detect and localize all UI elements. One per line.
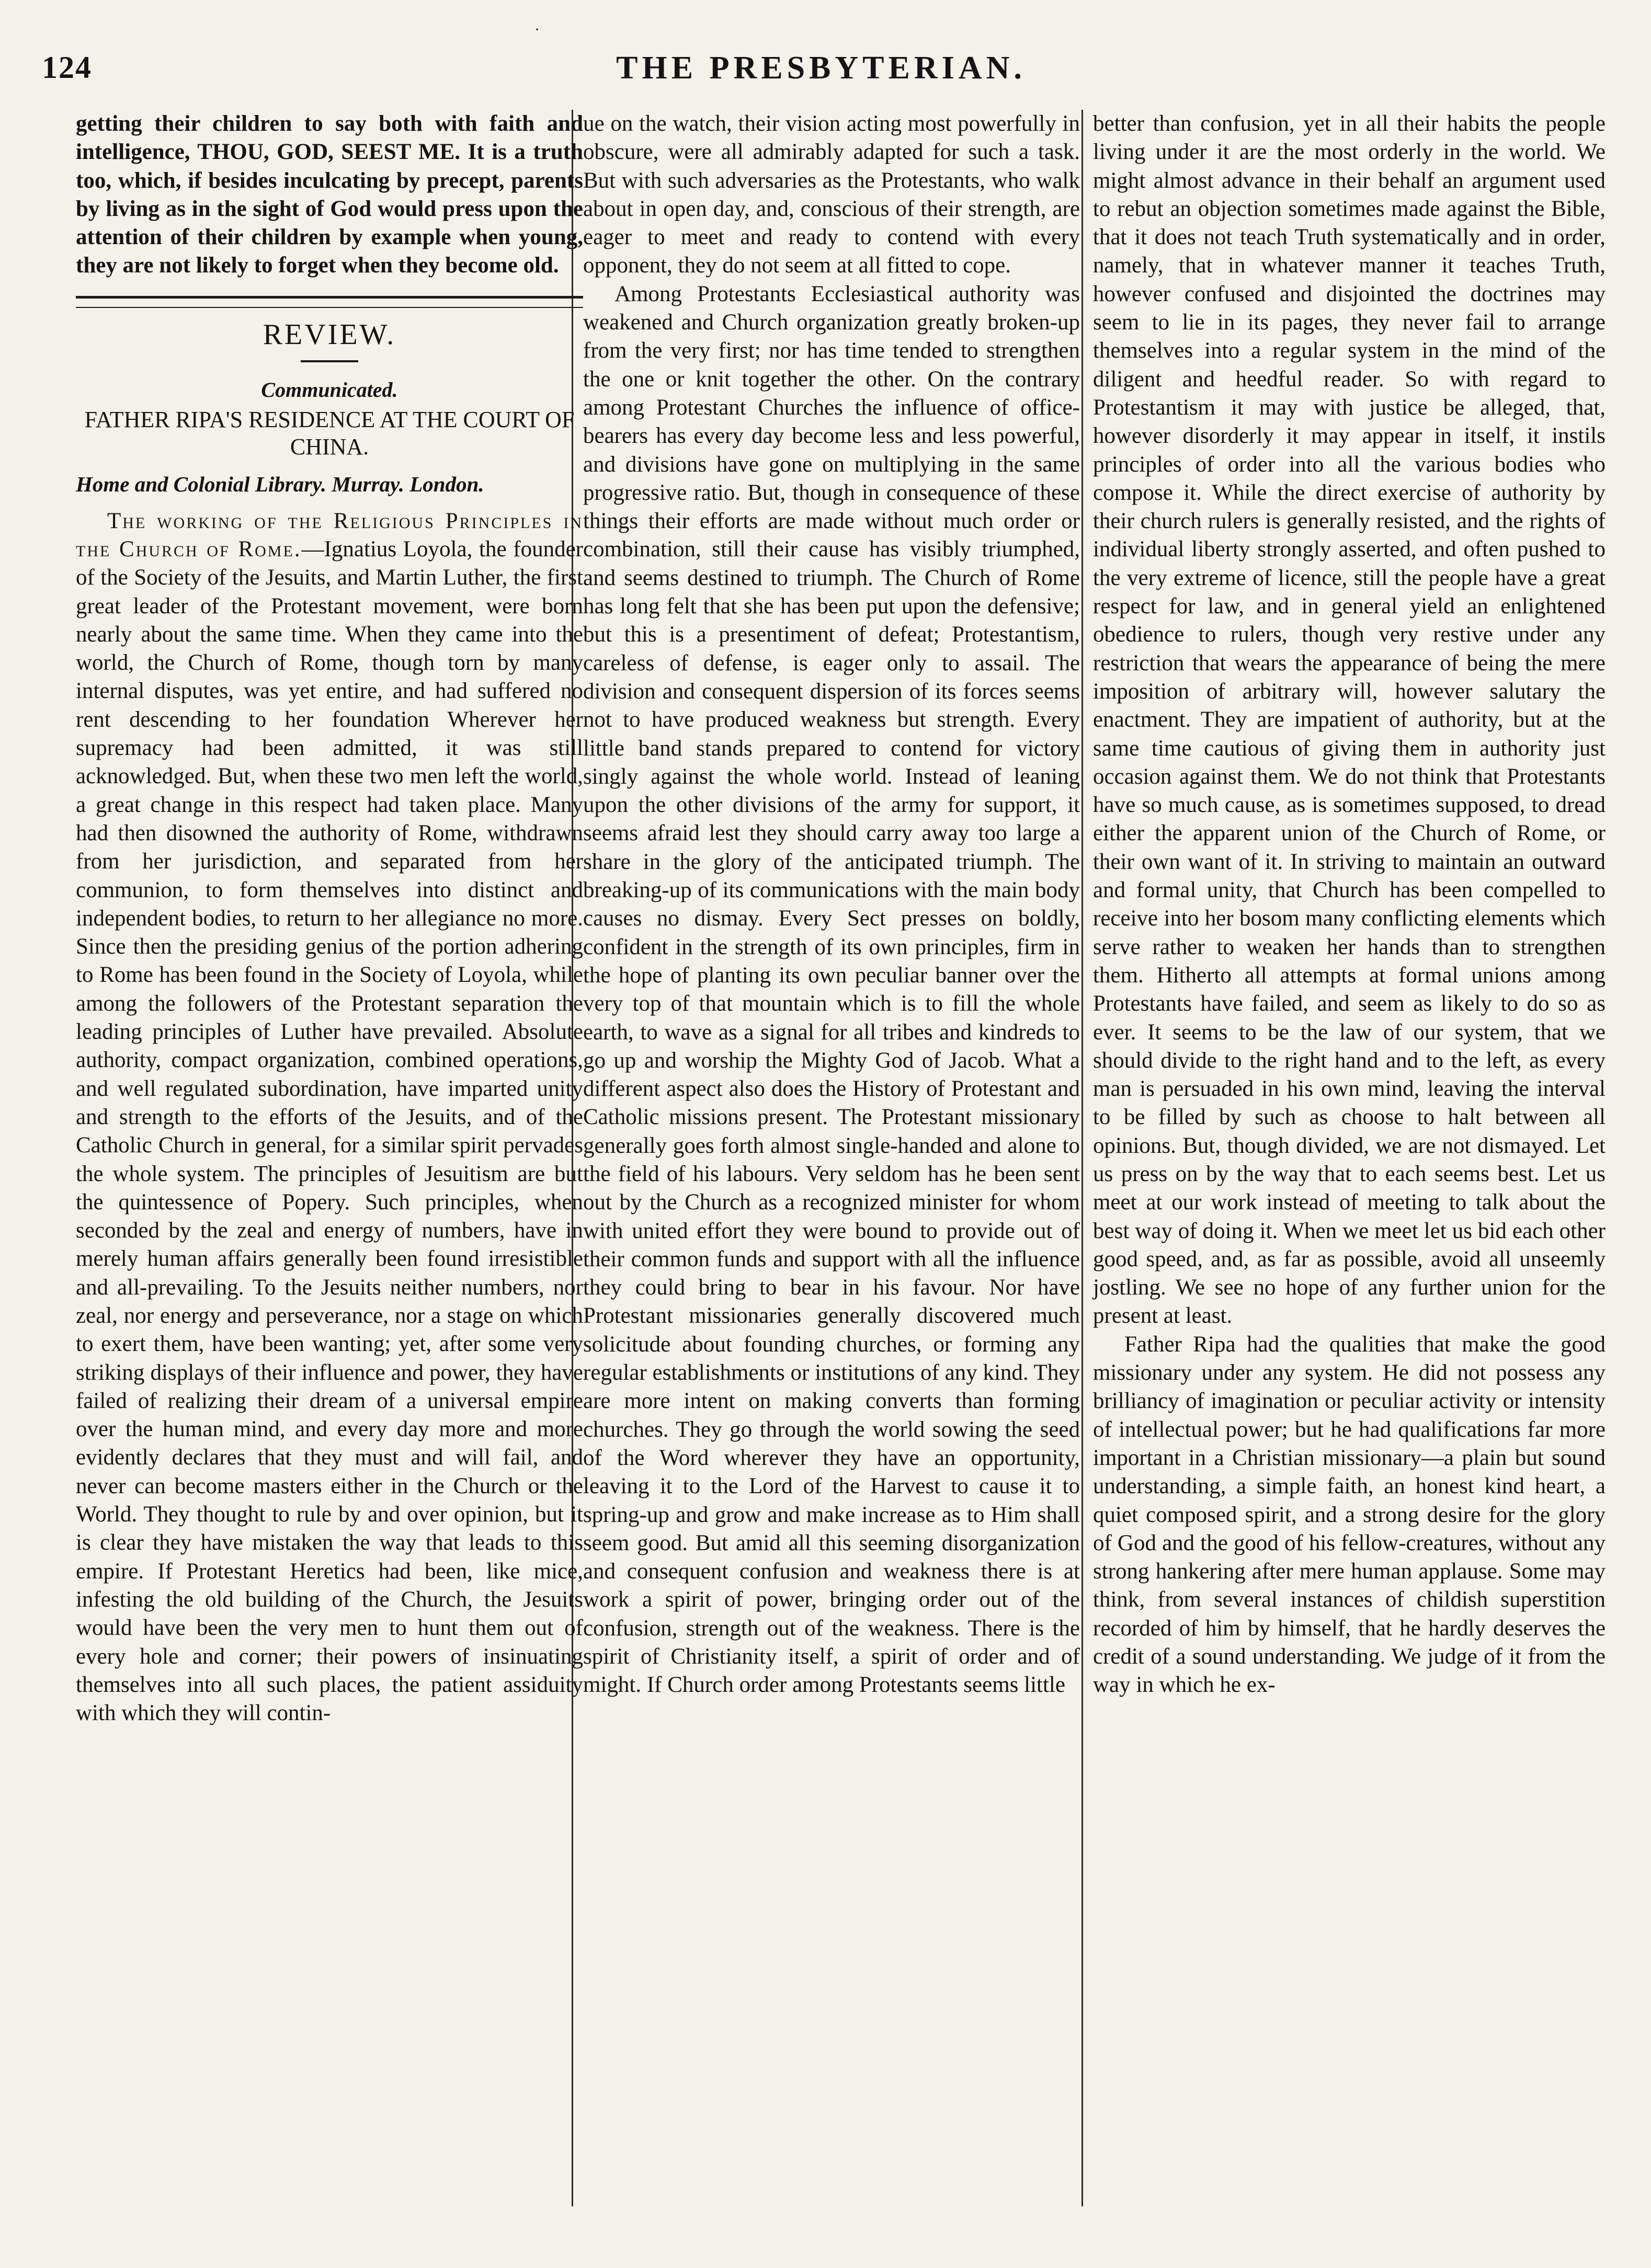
column-2 [583, 110, 1080, 1700]
page-number: 124 [42, 50, 92, 85]
masthead-title: THE PRESBYTERIAN. [616, 50, 1026, 86]
communicated-label: Communicated. [261, 378, 398, 402]
page-header [42, 50, 1600, 97]
intro-paragraph: getting their children to say both with faith and intelligence, THOU, GOD, SEEST ME. It is a truth too, which, if besides inculcating by precept, parents by living as in the sight of God would press upon the attention of their children by example when young, they are not likely to forget when they become old. [76, 111, 583, 278]
review-body: —Ignatius Loyola, the founder of the Society of the Jesuits, and Martin Luther, the first great leader of the Protestant movement, were born nearly about the same time. When they came into the world, the Church of Rome, though torn by many internal disputes, was yet entire, and had suffered no rent descending to her foundation Wherever her supremacy had been admitted, it was still acknowledged. But, when these two men left the world, a great change in this respect had taken place. Many had then disowned the authority of Rome, withdrawn from her jurisdiction, and separated from her communion, to form themselves into distinct and independent bodies, to return to her allegiance no more. Since then the presiding genius of the portion adhering to Rome has been found in the Society of Loyola, while among the followers of the Protestant separation the leading principles of Luther have prevailed. Absolute authority, compact organization, combined operations, and well regulated subordination, have imparted unity and strength to the efforts of the Jesuits, and of the Catholic Church in general, for a similar spirit pervades the whole system. The principles of Jesuitism are but the quintessence of Popery. Such principles, when seconded by the zeal and energy of numbers, have in merely human affairs generally been found irresistible and all-prevailing. To the Jesuits neither numbers, nor zeal, nor energy and perseverance, nor a stage on which to exert them, have been wanting; yet, after some very striking displays of their influence and power, they have failed of realizing their dream of a universal empire over the human mind, and every day more and more evidently declares that they must and will fail, and never can become masters either in the Church or the World. They thought to rule by and over opinion, but it is clear they have mistaken the way that leads to this empire. If Protestant Heretics had been, like mice, infesting the old building of the Church, the Jesuits would have been the very men to hunt them out of every hole and corner; their powers of insinuating themselves into all such places, the patient assiduity with which they will contin- [76, 536, 583, 1726]
column-rule-2 [1081, 110, 1083, 2206]
column-3 [1093, 110, 1606, 1700]
lead-words: The working of the Religious Principles in the Church of Rome. [76, 508, 583, 562]
column-1 [76, 110, 583, 1727]
column-3-paragraph-2: Father Ripa had the qualities that make the good missionary under any system. He did not possess any brilliancy of imagination or peculiar activity or intensity of intellectual power; but he had qualifications far more important in a Christian missionary—a plain but sound understanding, a simple faith, an honest kind heart, a quiet composed spirit, and a strong desire for the glory of God and the good of his fellow-creatures, without any strong hankering after mere human applause. Some may think, from several instances of childish superstition recorded of him by himself, that he hardly deserves the credit of a sound understanding. We judge of it from the way in which he ex- [1093, 1332, 1606, 1698]
book-title: FATHER RIPA'S RESIDENCE AT THE COURT OF CHINA. [84, 407, 575, 460]
review-heading: REVIEW. [263, 318, 396, 351]
column-3-paragraph-1: better than confusion, yet in all their habits the people living under it are the most orderly in the world. We might almost advance in their behalf an argument used to rebut an objection sometimes made against the Bible, that it does not teach Truth systematically and in order, namely, that in whatever manner it teaches Truth, however confused and disjointed the doctrines may seem to lie in its pages, they never fail to arrange themselves into a regular system in the mind of the diligent and heedful reader. So with regard to Protestantism it may with justice be alleged, that, however disorderly it may appear in itself, it instils principles of order into all the various bodies who compose it. While the direct exercise of authority by their church rulers is generally resisted, and the rights of individual liberty strongly asserted, and often pushed to the very extreme of licence, still the people have a great respect for law, and in general yield an enlightened obedience to rulers, though very restive under any restriction that wears the appearance of being the mere imposition of arbitrary will, however salutary the enactment. They are impatient of authority, but at the same time cautious of giving them in authority just occasion against them. We do not think that Protestants have so much cause, as is sometimes supposed, to dread either the apparent union of the Church of Rome, or their own want of it. In striving to maintain an outward and formal unity, that Church has been compelled to receive into her bosom many conflicting elements which serve rather to weaken her hands than to strengthen them. Hitherto all attempts at formal unions among Protestants have failed, and seem as likely to do so as ever. It seems to be the law of our system, that we should divide to the right hand and to the left, as every man is persuaded in his own mind, leaving the interval to be filled by such as choose to halt between all opinions. But, though divided, we are not dismayed. Let us press on by the way that to each seems best. Let us meet at our work instead of meeting to talk about the best way of doing it. When we meet let us bid each other good speed, and, as far as possible, avoid all unseemly jostling. We see no hope of any further union for the present at least. [1093, 111, 1606, 1328]
printer-mark: · [534, 21, 540, 38]
column-2-paragraph-2: Among Protestants Ecclesiastical authority was weakened and Church organization greatly broken-up from the very first; nor has time tended to strengthen the one or knit together the other. On the contrary among Protestant Churches the influence of office-bearers has every day become less and less powerful, and divisions have gone on multiplying in the same progressive ratio. But, though in consequence of these things their efforts are made without much order or combination, still their cause has visibly triumphed, and seems destined to triumph. The Church of Rome has long felt that she has been put upon the defensive; but this is a presentiment of defeat; Protestantism, careless of defense, is eager only to assail. The division and consequent dispersion of its forces seems not to have produced weakness but strength. Every little band stands prepared to contend for victory singly against the whole world. Instead of leaning upon the other divisions of the army for support, it seems afraid lest they should carry away too large a share in the glory of the anticipated triumph. The breaking-up of its communications with the main body causes no dismay. Every Sect presses on boldly, confident in the strength of its own principles, firm in the hope of planting its own peculiar banner over the very top of that mountain which is to fill the whole earth, to wave as a signal for all tribes and kindreds to go up and worship the Mighty God of Jacob. What a different aspect also does the History of Protestant and Catholic missions present. The Protestant missionary generally goes forth almost single-handed and alone to the field of his labours. Very seldom has he been sent out by the Church as a recognized minister for whom with united effort they were bound to provide out of their common funds and support with all the influence they could bring to bear in his favour. Nor have Protestant missionaries generally discovered much solicitude about founding churches, or forming any regular establishments or institutions of any kind. They are more intent on making converts than forming churches. They go through the world sowing the seed of the Word wherever they have an opportunity, leaving it to the Lord of the Harvest to cause it to spring-up and grow and make increase as to Him shall seem good. But amid all this seeming disorganization and consequent confusion and weakness there is at work a spirit of power, bringing order out of the confusion, strength out of the weakness. There is the spirit of Christianity itself, a spirit of order and of might. If Church order among Protestants seems little [583, 281, 1080, 1698]
column-2-paragraph-1: ue on the watch, their vision acting most powerfully in obscure, were all admirably adapted for such a task. But with such adversaries as the Protestants, who walk about in open day, and, conscious of their strength, are eager to meet and ready to contend with every opponent, they do not seem at all fitted to cope. [583, 111, 1080, 278]
section-divider [76, 296, 583, 308]
book-imprint: Home and Colonial Library. Murray. London. [76, 472, 484, 497]
heading-rule [301, 360, 358, 362]
review-paragraph-1 [76, 507, 583, 1728]
